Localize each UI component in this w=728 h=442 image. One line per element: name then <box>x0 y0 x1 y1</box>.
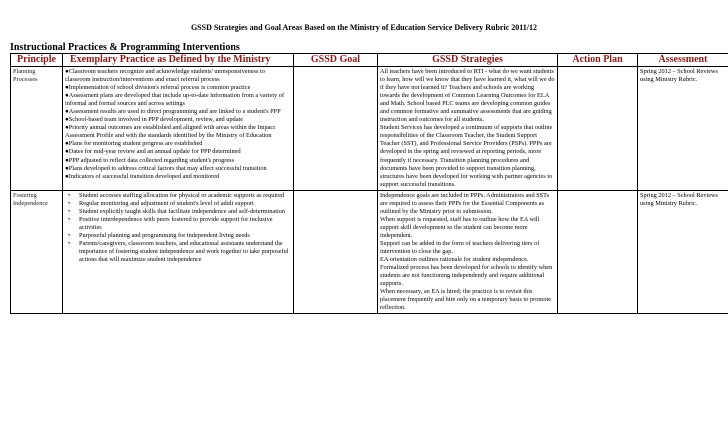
list-item: ●Assessment plans are developed that include up-to-date information from a variety of informal and formal sources and across settings <box>65 92 285 108</box>
strategy-paragraph: Student Services has developed a continuum of supports that outline responsibilities of the Classroom Teacher, the Student Support Teacher (SST), and Professional Service Providers (PSPs). PPPs are developed in the spring and reviewed at reporting periods, more frequently if necessary. Transition planning procedures and documents have been provided to support transition planning, structures have been developed for working with partner agencies to support successful transitions. <box>380 124 553 188</box>
table-row-fostering-independence <box>11 190 728 314</box>
strategies-cell <box>378 190 558 314</box>
document-title: GSSD Strategies and Goal Areas Based on the Ministry of Education Service Delivery Rubric 2011/12 <box>190 23 538 32</box>
strategy-table <box>10 53 728 314</box>
list-item: ●Plans developed to address critical factors that may affect successful transition <box>65 164 267 172</box>
strategy-paragraph: Formalized process has been developed for schools to identify when students are not functioning independently and require additional supports. <box>380 264 553 288</box>
list-item: ●Indicators of successful transition developed and monitored <box>65 172 220 180</box>
action-plan-cell <box>558 67 638 191</box>
list-item: • Student explicitly taught skills that facilitate independence and self-determination <box>65 208 291 216</box>
practice-cell <box>63 67 294 191</box>
list-item: • Positive interdependence with peers fostered to provide support for inclusive activities <box>65 216 291 232</box>
strategy-paragraph: Independence goals are included in PPPs. Administrators and SSTs are required to assess their PPPs for the Essential Components as outlined by the Ministry prior to submission. <box>380 191 550 215</box>
strategy-paragraph: When support is requested, staff has to outline how the EA will support skill development so the student can become more independent. <box>380 215 540 239</box>
list-item: ●School-based team involved in PPP development, review, and update <box>65 116 244 124</box>
strategies-cell <box>378 67 558 191</box>
list-item: ●Implementation of school division's referral process is common practice <box>65 84 251 92</box>
practice-list <box>65 192 291 264</box>
action-plan-cell <box>558 190 638 314</box>
strategy-paragraph: Support can be added in the form of teachers delivering tiers of intervention to close the gap. <box>380 239 540 256</box>
assessment-cell: Spring 2012 – School Reviews using Ministry Rubric. <box>638 67 728 191</box>
principle-cell: Fostering Independence <box>11 190 63 314</box>
list-item: ●Assessment results are used to direct programming and are linked to a student's PPP <box>65 108 281 116</box>
list-item: ●Dates for mid-year review and an annual update for PPP determined <box>65 148 241 156</box>
list-item: ●Plans for monitoring student progress are established <box>65 140 203 148</box>
list-item: • Parents/caregivers, classroom teachers, and educational assistants understand the importance of fostering student independence and work together to take purposeful actions that will maximize student independence <box>65 240 291 264</box>
section-title: Instructional Practices & Programming Interventions <box>10 42 240 53</box>
practice-list <box>65 68 291 181</box>
list-item: • Student accesses staffing allocation for physical or academic supports as required <box>65 192 291 200</box>
header-gssd-strategies: GSSD Strategies <box>378 54 558 67</box>
strategy-paragraph: All teachers have been introduced to RTI - what do we want students to learn, how will we know that they have learned it, what will we do if they have not learned it? Teachers and schools are working towards the development of Common Learning Outcomes for ELA and Math. School based PLC teams are developing common guides and common formative and summative assessments that are guiding instruction and outcomes for all students. <box>380 68 555 124</box>
header-exemplary-practice: Exemplary Practice as Defined by the Ministry <box>63 54 294 67</box>
list-item: • Regular monitoring and adjustment of student's level of adult support <box>65 200 291 208</box>
list-item: ●Priority annual outcomes are established and aligned with areas within the Impact Assessment Profile and with the standards identified by the Ministry of Education <box>65 124 275 140</box>
header-row <box>11 54 728 67</box>
strategy-paragraph: EA orientation outlines rationale for student independence. <box>380 256 529 264</box>
practice-cell <box>63 190 294 314</box>
header-principle: Principle <box>11 54 63 67</box>
goal-cell <box>294 67 378 191</box>
list-item: • Purposeful planning and programming for independent living needs <box>65 232 291 240</box>
list-item: ●PPP adjusted to reflect data collected regarding student's progress <box>65 156 235 164</box>
header-action-plan: Action Plan <box>558 54 638 67</box>
assessment-cell: Spring 2012 – School Reviews using Ministry Rubric. <box>638 190 728 314</box>
goal-cell <box>294 190 378 314</box>
principle-cell: Planning Processes <box>11 67 63 191</box>
header-assessment: Assessment <box>638 54 728 67</box>
strategy-paragraph: When necessary, an EA is hired; the practice is to revisit this placement frequently and hire only on a temporary basis to promote reflection. <box>380 288 552 312</box>
table-row-planning-processes <box>11 67 728 191</box>
list-item: ●Classroom teachers recognize and acknowledge students' unresponsiveness to classroom instruction/interventions and enact referral process <box>65 68 265 84</box>
header-gssd-goal: GSSD Goal <box>294 54 378 67</box>
